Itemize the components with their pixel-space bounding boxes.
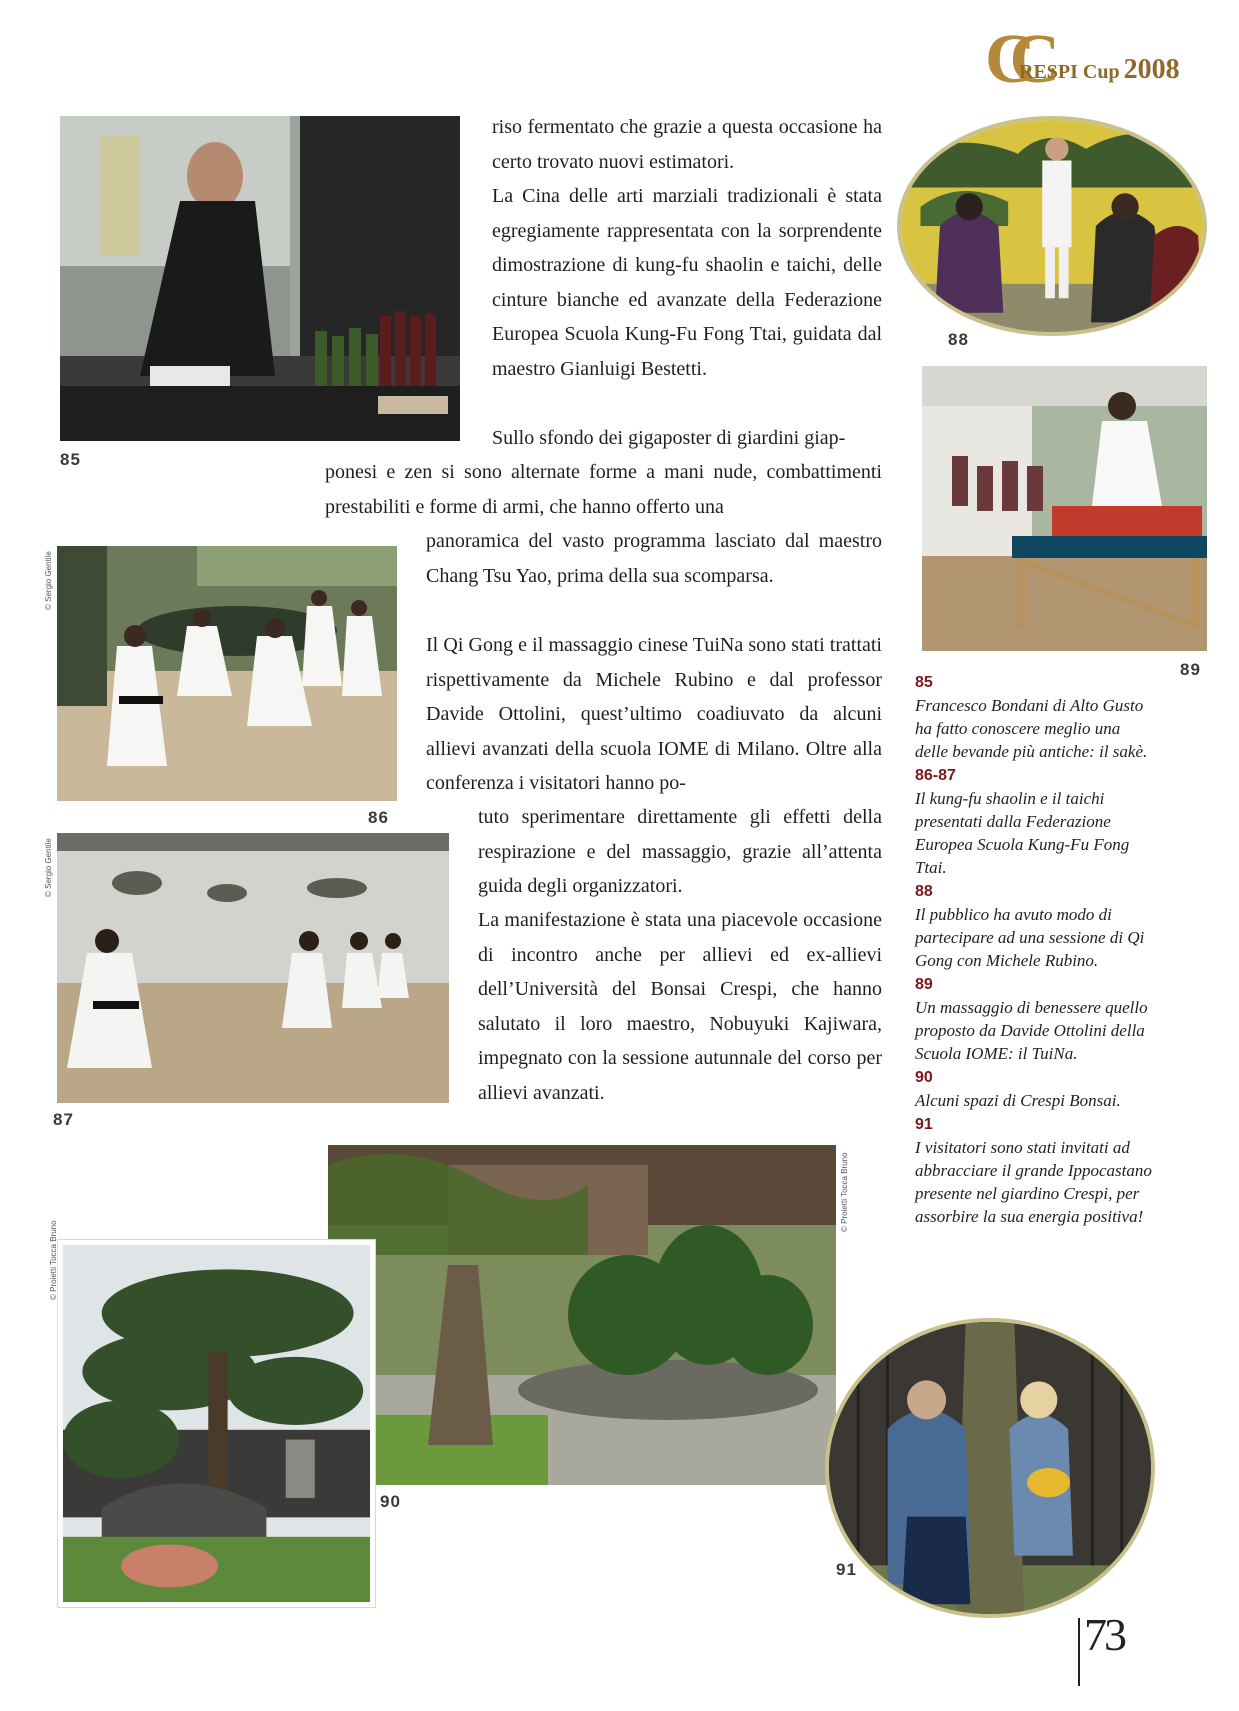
photo-number-90: 90 xyxy=(380,1492,401,1511)
body-paragraph-1: riso fermentato che grazie a questa occasione ha certo trovato nuovi estimatori. xyxy=(492,116,882,173)
body-paragraph-2: La Cina delle arti marziali tradizionali è stata egregiamente rappresentata con la sorprendente dimostrazione di kung-fu shaolin e taichi, delle cinture bianche ed avanzate della Federazione Europea Scuola Kung-Fu Fong Ttai, guidata dal maestro Gianluigi Bestetti. xyxy=(492,185,882,380)
photo-90-front xyxy=(58,1240,375,1607)
photo-89 xyxy=(922,366,1207,651)
logo-wordmark xyxy=(1019,54,1180,86)
captions-column xyxy=(915,670,1155,1228)
photo-credit-90: © Proietti Tocca Bruno xyxy=(840,1152,849,1232)
body-paragraph-3c: panoramica del vasto programma lasciato dal maestro Chang Tsu Yao, prima della sua scomparsa. xyxy=(426,530,882,587)
photo-87 xyxy=(57,833,449,1103)
caption-number: 89 xyxy=(915,976,933,993)
body-paragraph-3a: Sullo sfondo dei gigaposter di giardini giap- xyxy=(492,427,846,449)
photo-88 xyxy=(897,116,1207,336)
body-paragraph-4a: Il Qi Gong e il massaggio cinese TuiNa sono stati trattati rispettivamente da Michele Rubino e dal professor Davide Ottolini, quest’ultimo coadiuvato da alcuni allievi avanzati della scuola IOME di Milano. Oltre alla conferenza i visitatori hanno po- xyxy=(426,634,882,794)
photo-number-85: 85 xyxy=(60,450,81,469)
body-paragraph-3b: ponesi e zen si sono alternate forme a mani nude, combattimenti prestabiliti e forme di armi, che hanno offerto una xyxy=(325,461,882,518)
caption-text: Il pubblico ha avuto modo di partecipare ad una sessione di Qi Gong con Michele Rubino. xyxy=(915,905,1145,970)
photo-credit-90-front: © Proietti Tocca Bruno xyxy=(49,1220,58,1300)
photo-number-88: 88 xyxy=(948,330,969,349)
body-paragraph-4b: tuto sperimentare direttamente gli effetti della respirazione e del massaggio, grazie all’attenta guida degli organizzatori. xyxy=(478,806,882,897)
caption-number: 90 xyxy=(915,1069,933,1086)
caption-text: Il kung-fu shaolin e il taichi presentati dalla Federazione Europea Scuola Kung-Fu Fong Ttai. xyxy=(915,789,1130,877)
logo-year: 2008 xyxy=(1123,54,1180,85)
photo-86 xyxy=(57,546,397,801)
crespi-cup-logo xyxy=(985,20,1205,100)
photo-number-86: 86 xyxy=(368,808,389,827)
photo-85 xyxy=(60,116,460,441)
body-paragraph-5: La manifestazione è stata una piacevole occasione di incontro anche per allievi ed ex-allievi dell’Università del Bonsai Crespi, che hanno salutato il loro maestro, Nobuyuki Kajiwara, impegnato con la sessione autunnale del corso per allievi avanzati. xyxy=(478,909,882,1104)
caption-number: 91 xyxy=(915,1116,933,1133)
photo-credit-86: © Sergio Gentile xyxy=(44,551,53,610)
caption-text: Francesco Bondani di Alto Gusto ha fatto conoscere meglio una delle bevande più antiche: il sakè. xyxy=(915,696,1148,761)
photo-number-89: 89 xyxy=(1180,660,1201,679)
caption-number: 85 xyxy=(915,674,933,691)
logo-letters: CC xyxy=(985,21,1035,98)
logo-word: RESPI Cup xyxy=(1019,61,1120,83)
page-number-divider xyxy=(1078,1618,1080,1686)
caption-text: I visitatori sono stati invitati ad abbracciare il grande Ippocastano presente nel giardino Crespi, per assorbire la sua energia positiva! xyxy=(915,1138,1152,1226)
photo-number-91: 91 xyxy=(836,1560,857,1579)
caption-text: Un massaggio di benessere quello proposto da Davide Ottolini della Scuola IOME: il TuiNa. xyxy=(915,998,1148,1063)
photo-number-87: 87 xyxy=(53,1110,74,1129)
caption-number: 86-87 xyxy=(915,767,956,784)
caption-text: Alcuni spazi di Crespi Bonsai. xyxy=(915,1091,1121,1110)
photo-90 xyxy=(328,1145,836,1485)
photo-91 xyxy=(825,1318,1155,1618)
photo-credit-87: © Sergio Gentile xyxy=(44,838,53,897)
page-number: 73 xyxy=(1084,1609,1124,1660)
caption-number: 88 xyxy=(915,883,933,900)
